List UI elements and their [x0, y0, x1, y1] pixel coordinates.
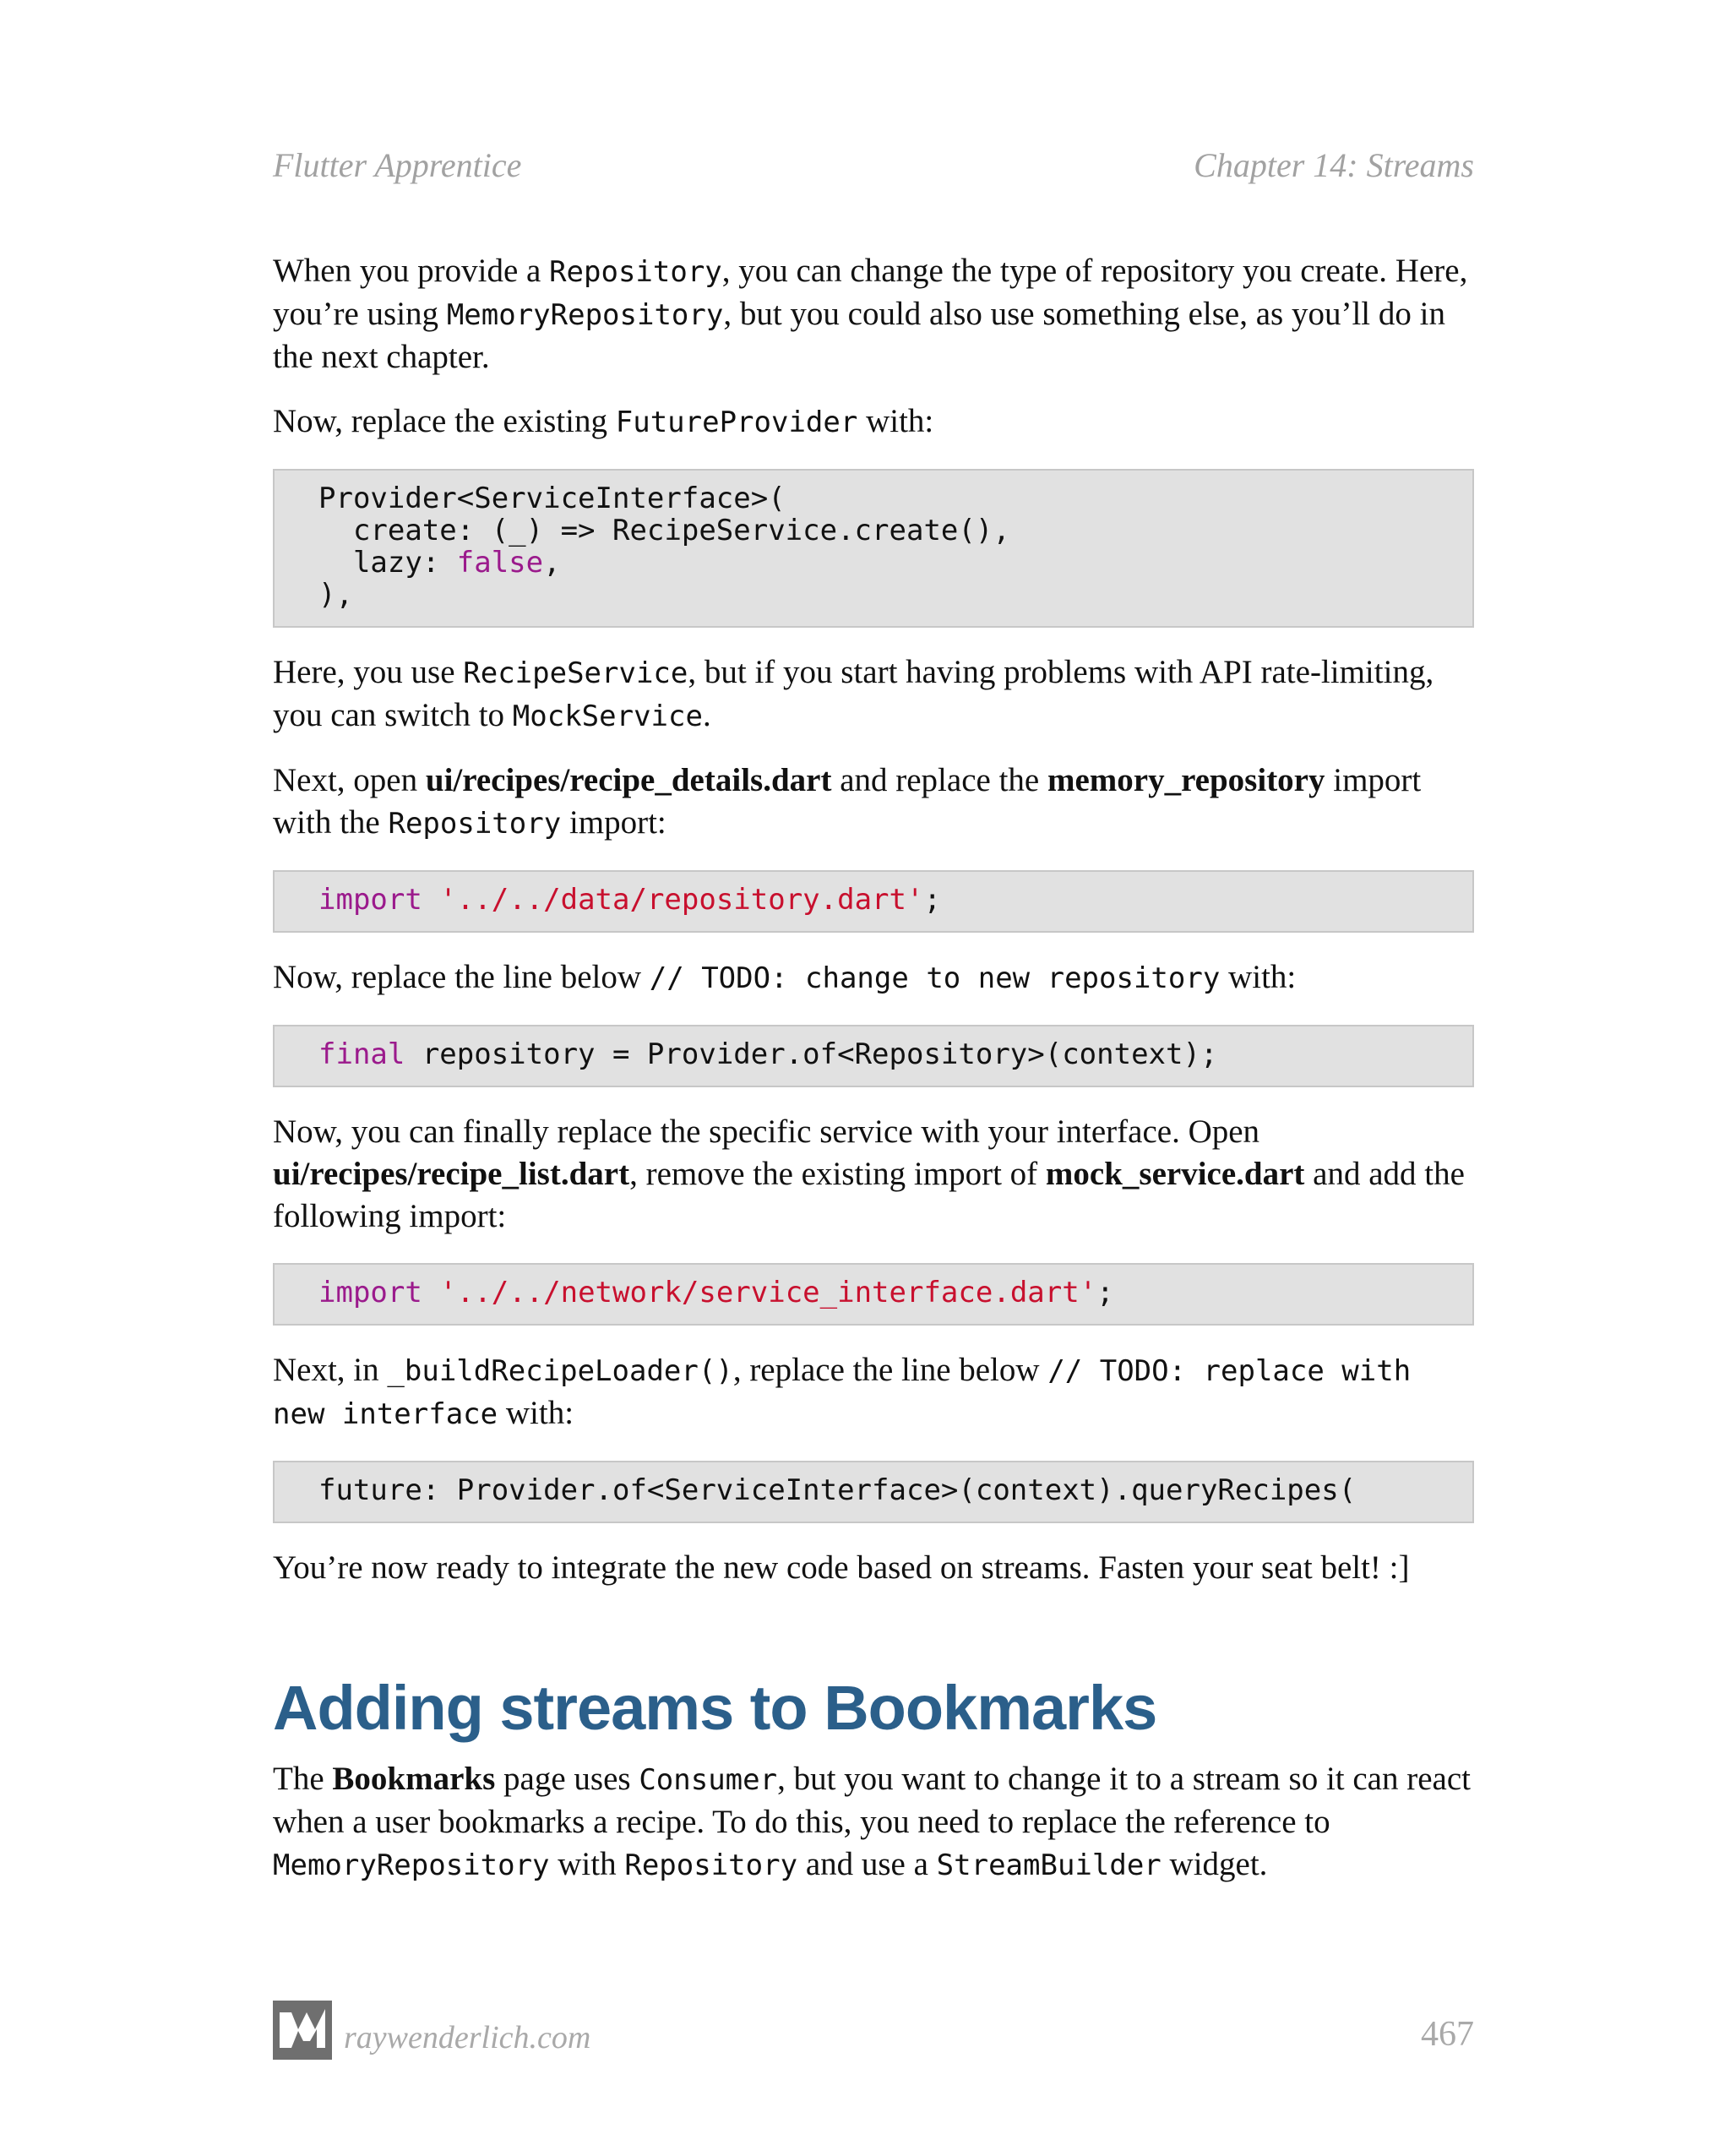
text: with: — [857, 403, 934, 439]
inline-code: // TODO: change to new repository — [649, 961, 1221, 995]
paragraph-open-recipe-list — [273, 1111, 1474, 1238]
inline-code: Repository — [549, 255, 722, 289]
code-line: create: (_) => RecipeService.create(), — [318, 514, 1010, 547]
text: , replace the line below — [732, 1352, 1048, 1388]
code-block-import-service-interface — [273, 1263, 1474, 1326]
text: with: — [1220, 959, 1297, 995]
inline-code: StreamBuilder — [936, 1848, 1161, 1882]
text: The — [273, 1761, 333, 1797]
chapter-title: Chapter 14: Streams — [1194, 146, 1474, 184]
paragraph-recipe-service — [273, 651, 1474, 738]
code-block-import-repository — [273, 870, 1474, 933]
text: widget. — [1161, 1846, 1268, 1882]
paragraph-replace-futureprovider — [273, 400, 1474, 444]
page-content — [273, 250, 1474, 1886]
code-string: '../../network/service_interface.dart' — [439, 1276, 1097, 1309]
text: Now, replace the line below — [273, 959, 650, 995]
code-line: , — [543, 546, 561, 580]
inline-code: // TODO: replace with new interface — [273, 1354, 1412, 1431]
code-line: lazy: — [318, 546, 457, 580]
text: and add the following import: — [273, 1156, 1465, 1234]
raywenderlich-logo-icon — [273, 2001, 332, 2060]
emphasis: Bookmarks — [332, 1761, 496, 1797]
text: import: — [561, 804, 666, 841]
inline-code: MemoryRepository — [446, 298, 724, 332]
code-block-final-repository — [273, 1025, 1474, 1087]
text: . — [702, 697, 711, 733]
file-name: memory_repository — [1047, 762, 1325, 798]
text: and replace the — [831, 762, 1047, 798]
text: import with the — [273, 762, 1422, 841]
text: , but you could also use something else, as you’ll do in the next chapter. — [273, 296, 1445, 375]
text: You’re now ready to integrate the new code based on streams. Fasten your seat belt! :] — [273, 1549, 1410, 1586]
paragraph-bookmarks — [273, 1758, 1474, 1886]
inline-code: Repository — [624, 1848, 798, 1882]
page-footer — [273, 2001, 1474, 2060]
code-keyword: import — [318, 1276, 422, 1309]
paragraph-build-recipe-loader — [273, 1349, 1474, 1435]
text: with — [549, 1846, 625, 1882]
code-keyword: import — [318, 883, 422, 917]
file-path: ui/recipes/recipe_details.dart — [425, 762, 832, 798]
running-header — [273, 145, 1474, 189]
code-block-future-provider — [273, 1461, 1474, 1523]
text: , but if you start having problems with API rate-limiting, you can switch to — [273, 654, 1434, 733]
book-title: Flutter Apprentice — [273, 146, 522, 184]
code-punct: ; — [1096, 1276, 1114, 1309]
inline-code: RecipeService — [463, 656, 688, 690]
inline-code: Repository — [388, 807, 562, 841]
code-line: Provider<ServiceInterface>( — [318, 482, 786, 515]
inline-code: FutureProvider — [615, 406, 858, 439]
code-line: ), — [318, 578, 353, 612]
text: , you can change the type of repository you create. Here, you’re using — [273, 253, 1468, 332]
text: Here, you use — [273, 654, 464, 690]
code-block-provider — [273, 469, 1474, 628]
text: with: — [498, 1395, 574, 1431]
text: page uses — [495, 1761, 639, 1797]
file-path: ui/recipes/recipe_list.dart — [273, 1156, 630, 1192]
site-name: raywenderlich.com — [344, 2020, 591, 2055]
text: , but you want to change it to a stream so it can react when a user bookmarks a recipe. To do this, you need to replace the reference to — [273, 1761, 1471, 1840]
page-number: 467 — [1421, 2015, 1474, 2054]
text: Next, in — [273, 1352, 388, 1388]
text: Next, open — [273, 762, 426, 798]
inline-code: _buildRecipeLoader() — [387, 1354, 733, 1388]
text: , remove the existing import of — [629, 1156, 1046, 1192]
code-punct: ; — [923, 883, 941, 917]
paragraph-repository-intro — [273, 250, 1474, 378]
file-name: mock_service.dart — [1045, 1156, 1305, 1192]
paragraph-replace-todo-repository — [273, 956, 1474, 999]
inline-code: MockService — [512, 700, 703, 733]
text: When you provide a — [273, 253, 550, 289]
code-line: repository = Provider.of<Repository>(context); — [405, 1037, 1218, 1071]
code-keyword: false — [456, 546, 544, 580]
text: and use a — [797, 1846, 937, 1882]
section-heading: Adding streams to Bookmarks — [273, 1673, 1157, 1743]
paragraph-open-recipe-details — [273, 760, 1474, 845]
code-string: '../../data/repository.dart' — [439, 883, 924, 917]
inline-code: MemoryRepository — [273, 1848, 550, 1882]
code-line: future: Provider.of<ServiceInterface>(context).queryRecipes( — [318, 1473, 1357, 1507]
text: Now, you can finally replace the specific service with your interface. Open — [273, 1113, 1260, 1150]
code-keyword: final — [318, 1037, 405, 1071]
text: Now, replace the existing — [273, 403, 616, 439]
paragraph-ready-streams — [273, 1547, 1474, 1589]
inline-code: Consumer — [639, 1763, 778, 1797]
